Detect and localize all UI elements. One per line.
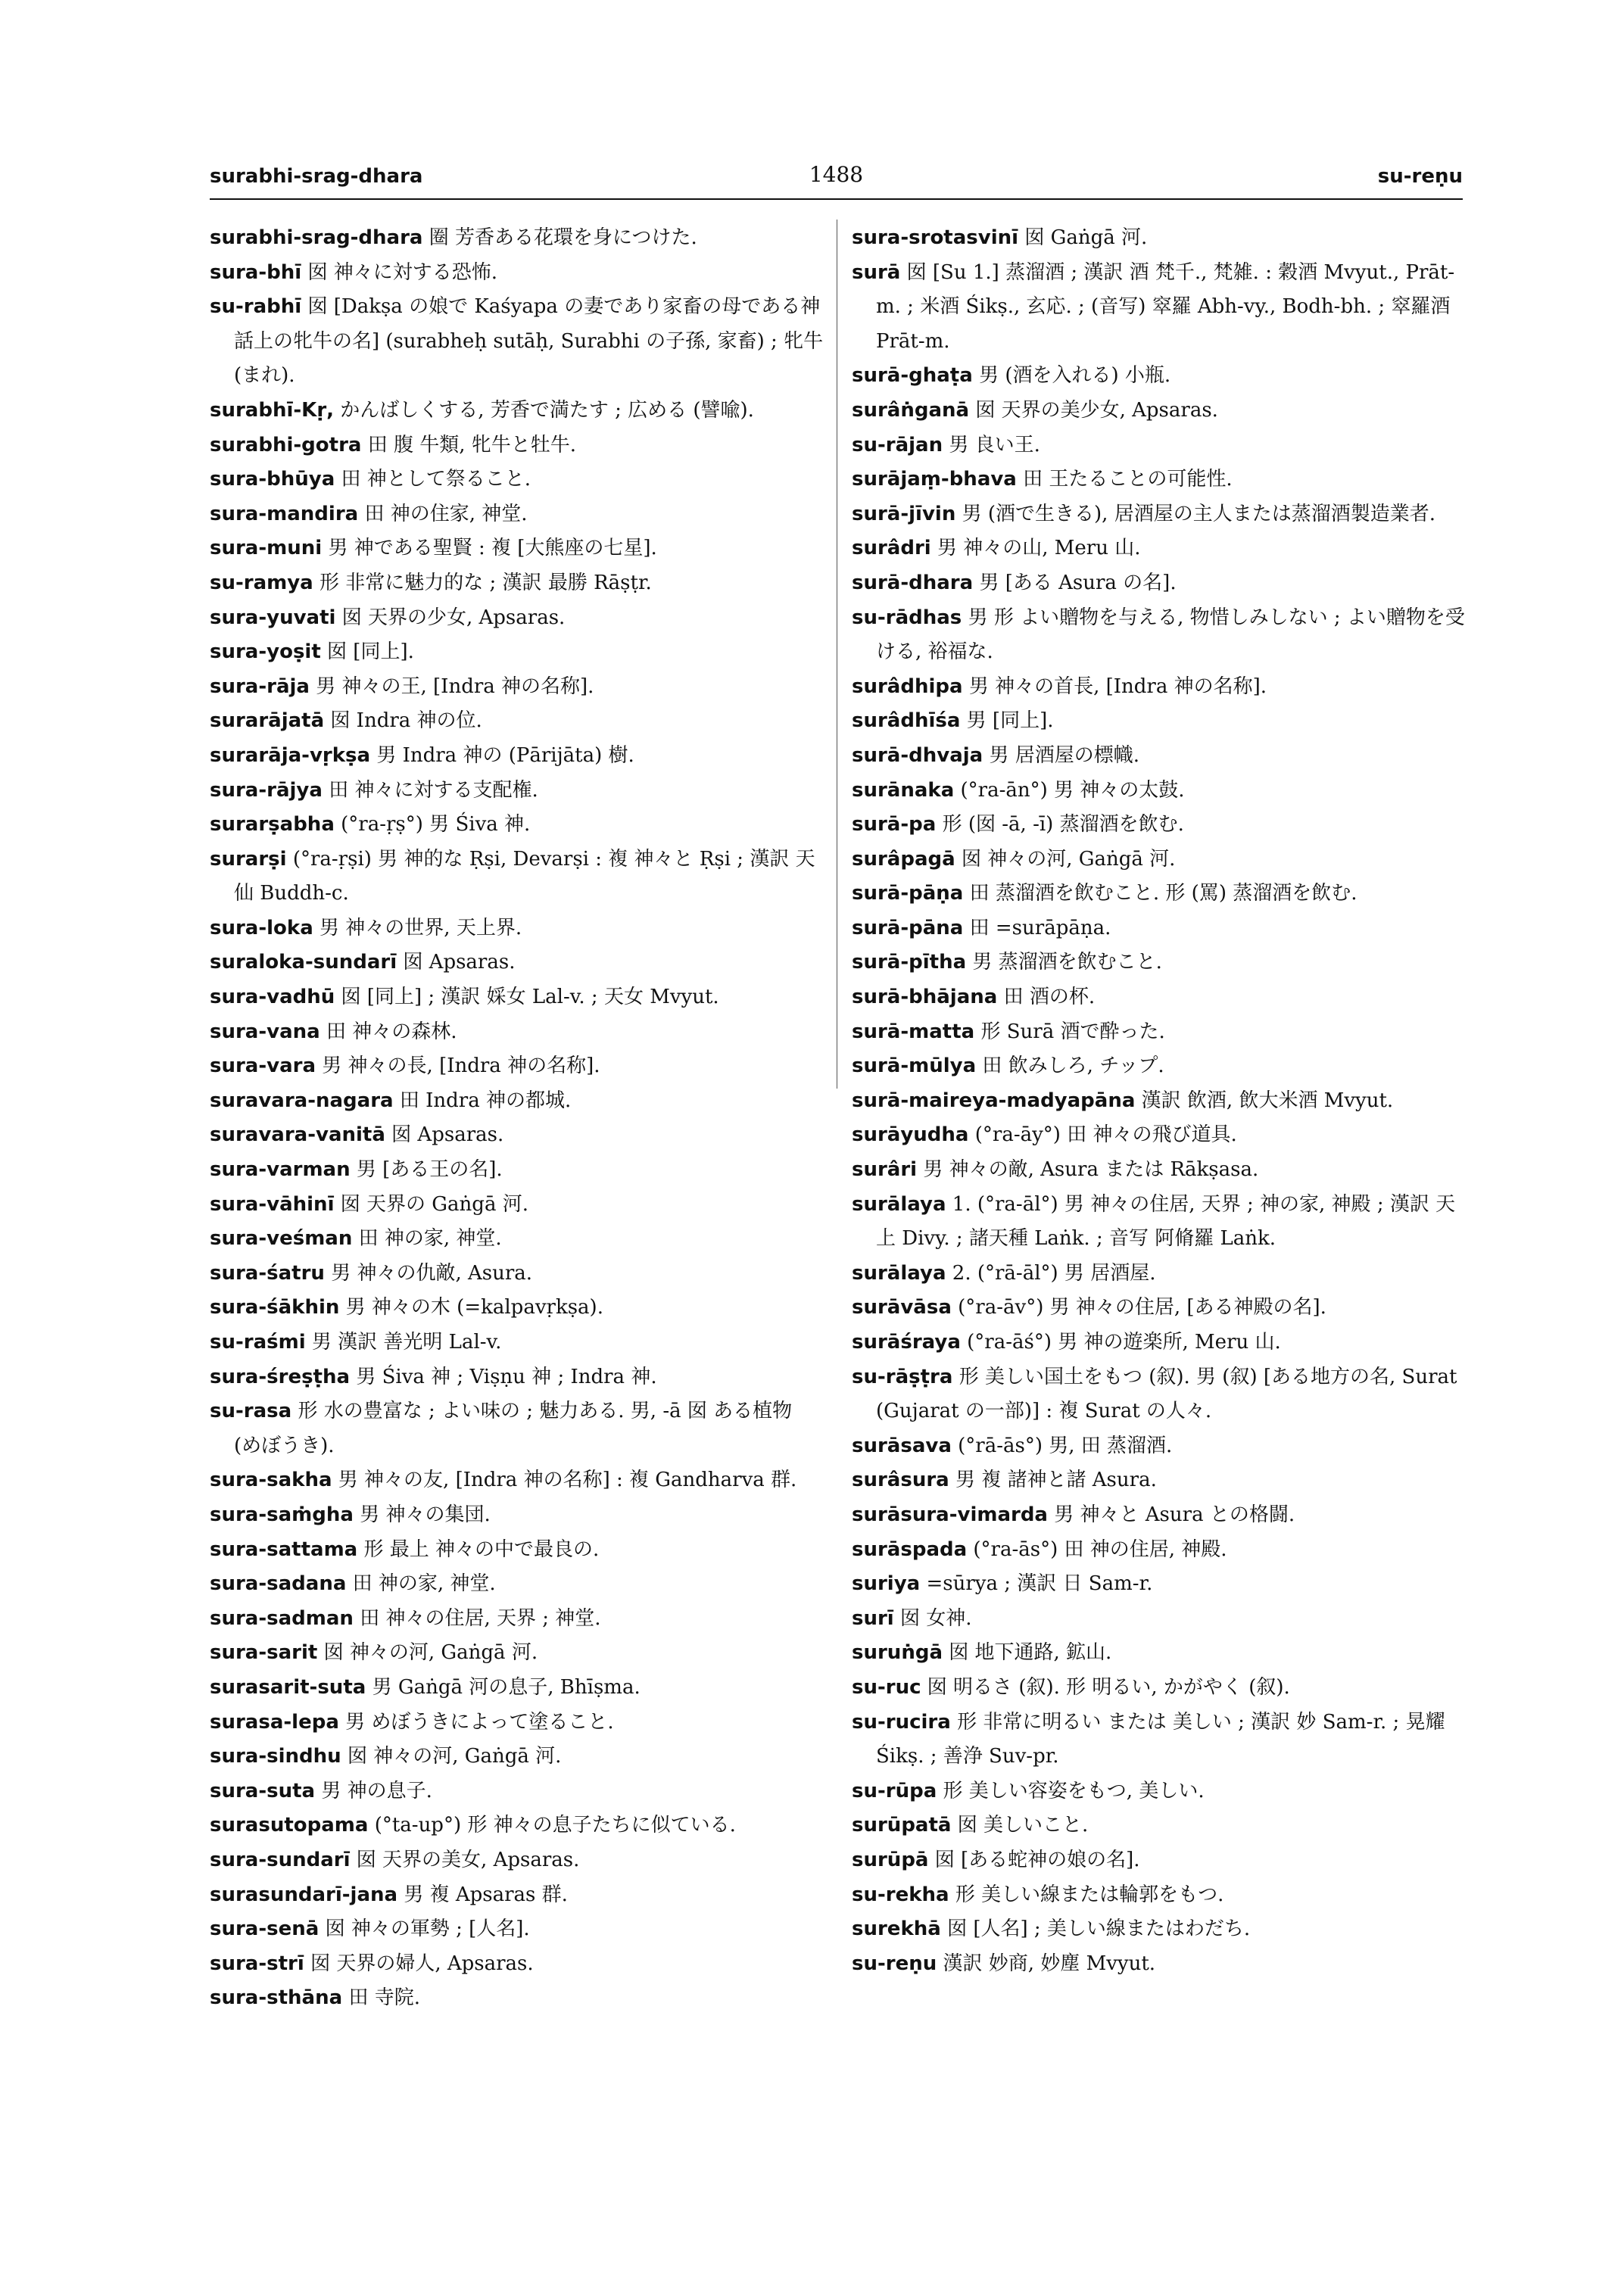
- entry-definition: 田 Indra 神の都城.: [399, 1089, 572, 1112]
- entry-headword: sura-bhī: [210, 260, 302, 284]
- entry-headword: sura-strī: [210, 1952, 304, 1975]
- entry-definition: 囡 天界の少女, Apsaras.: [341, 606, 566, 629]
- entry-headword: sura-sadana: [210, 1572, 347, 1596]
- dictionary-entry: [852, 1049, 1467, 1084]
- dictionary-entry: [210, 1533, 824, 1568]
- dictionary-entry: [852, 980, 1467, 1015]
- entry-headword: surâdhipa: [852, 675, 963, 698]
- dictionary-entry: [852, 394, 1467, 428]
- dictionary-entry: [852, 1498, 1467, 1533]
- dictionary-entry: [210, 1257, 824, 1291]
- entry-definition: (°ra-āv°) 男 神々の住居, [ある神殿の名].: [958, 1296, 1326, 1319]
- entry-definition: 男 神々の長, [Indra 神の名称].: [322, 1055, 600, 1078]
- right-column: [852, 221, 1467, 1981]
- entry-definition: 男 神々の集団.: [360, 1503, 491, 1526]
- dictionary-entry: [210, 256, 824, 291]
- entry-headword: surā-pītha: [852, 951, 967, 974]
- entry-definition: 漢訳 飲酒, 飲大米酒 Mvyut.: [1141, 1089, 1394, 1112]
- entry-headword: surarṣi: [210, 847, 287, 871]
- entry-definition: 囡 神々の河, Gaṅgā 河.: [323, 1641, 538, 1665]
- dictionary-entry: [210, 1084, 824, 1119]
- dictionary-entry: [852, 1257, 1467, 1291]
- entry-definition: (°rā-ās°) 男, 田 蒸溜酒.: [958, 1434, 1173, 1457]
- entry-definition: 田 神の家, 神堂.: [358, 1227, 502, 1251]
- dictionary-entry: [210, 463, 824, 497]
- entry-definition: (°ra-ās°) 田 神の住居, 神殿.: [973, 1537, 1227, 1561]
- entry-definition: 形 最上 神々の中で最良の.: [363, 1537, 600, 1561]
- entry-headword: surâdri: [852, 537, 931, 560]
- dictionary-entry: [210, 670, 824, 705]
- dictionary-entry: [852, 601, 1467, 670]
- entry-headword: su-rūpa: [852, 1779, 937, 1802]
- dictionary-entry: [210, 1947, 824, 1982]
- entry-definition: 田 酒の杯.: [1003, 986, 1096, 1009]
- dictionary-entry: [210, 843, 824, 911]
- entry-definition: 漢訳 妙商, 妙塵 Mvyut.: [943, 1952, 1156, 1975]
- entry-definition: (°ra-āy°) 田 神々の飛び道具.: [974, 1123, 1237, 1147]
- entry-headword: su-rasa: [210, 1400, 292, 1423]
- entry-definition: 男 神である聖賢 : 複 [大熊座の七星].: [328, 537, 657, 560]
- entry-definition: 囡 [同上] ; 漢訳 婇女 Lal-v. ; 天女 Mvyut.: [341, 986, 719, 1009]
- entry-definition: 男 形 よい贈物を与える, 物惜しみしない ; よい贈物を受ける, 裕福な.: [876, 606, 1465, 664]
- dictionary-entry: [852, 704, 1467, 739]
- entry-headword: sura-loka: [210, 916, 313, 939]
- dictionary-entry: [210, 1188, 824, 1223]
- entry-headword: surā-matta: [852, 1020, 975, 1043]
- entry-headword: surālaya: [852, 1261, 946, 1285]
- entry-headword: sura-mandira: [210, 502, 359, 525]
- entry-definition: 男 [ある王の名].: [356, 1158, 503, 1182]
- dictionary-entry: [852, 1843, 1467, 1878]
- dictionary-entry: [210, 1602, 824, 1637]
- dictionary-entry: [210, 497, 824, 532]
- dictionary-entry: [210, 946, 824, 980]
- entry-headword: su-rādhas: [852, 606, 962, 629]
- dictionary-entry: [210, 1636, 824, 1671]
- entry-headword: sura-yoṣit: [210, 640, 321, 664]
- entry-definition: 男 神々の首長, [Indra 神の名称].: [968, 675, 1267, 698]
- entry-definition: 男 (酒で生きる), 居酒屋の主人または蒸溜酒製造業者.: [962, 502, 1435, 525]
- entry-definition: 男 漢訳 善光明 Lal-v.: [311, 1331, 502, 1354]
- entry-headword: surājaṃ-bhava: [852, 468, 1017, 491]
- entry-headword: surā-bhājana: [852, 986, 998, 1009]
- entry-definition: 囡 Apsaras.: [391, 1123, 504, 1147]
- dictionary-entry: [210, 428, 824, 463]
- entry-definition: 形 美しい線または輪郭をもつ.: [955, 1883, 1224, 1906]
- dictionary-entry: [852, 808, 1467, 843]
- entry-definition: 男 神々の世界, 天上界.: [320, 916, 522, 939]
- entry-headword: suriya: [852, 1572, 921, 1596]
- entry-headword: sura-vadhū: [210, 986, 335, 1009]
- dictionary-entry: [210, 1291, 824, 1326]
- entry-definition: =sūrya ; 漢訳 日 Sam-r.: [926, 1572, 1153, 1596]
- entry-headword: surāsura-vimarda: [852, 1503, 1048, 1526]
- entry-headword: sura-vara: [210, 1055, 316, 1078]
- entry-headword: sura-veśman: [210, 1227, 353, 1251]
- dictionary-entry: [210, 566, 824, 601]
- entry-definition: 囡 Indra 神の位.: [330, 709, 482, 733]
- entry-headword: surāsava: [852, 1434, 952, 1457]
- dictionary-entry: [852, 1809, 1467, 1843]
- dictionary-entry: [210, 1498, 824, 1533]
- entry-headword: suravara-vanitā: [210, 1123, 385, 1147]
- dictionary-entry: [210, 1981, 824, 2016]
- entry-headword: surabhi-gotra: [210, 433, 362, 456]
- entry-definition: 囡 [人名] ; 美しい線またはわだち.: [947, 1918, 1251, 1941]
- entry-headword: sura-bhūya: [210, 468, 335, 491]
- entry-definition: 田 神々の住居, 天界 ; 神堂.: [360, 1606, 601, 1630]
- entry-headword: sura-muni: [210, 537, 323, 560]
- entry-definition: 男 [ある Asura の名].: [979, 571, 1177, 594]
- dictionary-entry: [210, 808, 824, 843]
- entry-definition: 形 水の豊富な ; よい味の ; 魅力ある. 男, -ā 囡 ある植物 (めぼうき).: [234, 1400, 793, 1457]
- entry-headword: surā-pāṇa: [852, 882, 964, 905]
- entry-headword: sura-śākhin: [210, 1296, 340, 1319]
- entry-headword: surī: [852, 1606, 894, 1630]
- entry-headword: su-rāṣṭra: [852, 1365, 953, 1388]
- entry-headword: surasarit-suta: [210, 1675, 366, 1699]
- entry-headword: sura-śatru: [210, 1261, 325, 1285]
- dictionary-entry: [852, 1118, 1467, 1153]
- entry-definition: 田 飲みしろ, チップ.: [982, 1055, 1164, 1078]
- entry-definition: 田 神として祭ること.: [341, 468, 531, 491]
- entry-headword: sura-vāhinī: [210, 1192, 335, 1216]
- dictionary-entry: [852, 221, 1467, 256]
- entry-headword: surā-maireya-madyapāna: [852, 1089, 1136, 1112]
- entry-definition: 囡 [Su 1.] 蒸溜酒 ; 漢訳 酒 梵千., 梵雑. : 穀酒 Mvyut., Prāt-m. ; 米酒 Śikṣ., 玄応. ; (音写) 窣羅 Abh-vy., Bodh-bh. ; 窣羅酒 Prāt-m.: [876, 260, 1455, 353]
- dictionary-entry: [210, 1843, 824, 1878]
- entry-headword: su-rucira: [852, 1710, 951, 1734]
- entry-definition: 囡 明るさ (叙). 形 明るい, かがやく (叙).: [927, 1675, 1290, 1699]
- dictionary-entry: [210, 1394, 824, 1463]
- entry-headword: surasundarī-jana: [210, 1883, 398, 1906]
- dictionary-entry: [852, 1706, 1467, 1774]
- entry-headword: surarājatā: [210, 709, 325, 733]
- entry-headword: sura-sindhu: [210, 1745, 341, 1768]
- dictionary-entry: [852, 1326, 1467, 1360]
- dictionary-entry: [210, 394, 824, 428]
- dictionary-entry: [210, 601, 824, 636]
- entry-headword: surâpagā: [852, 847, 955, 871]
- entry-headword: sura-sadman: [210, 1606, 354, 1630]
- entry-definition: (°ra-āś°) 男 神の遊楽所, Meru 山.: [967, 1331, 1281, 1354]
- dictionary-entry: [210, 1015, 824, 1050]
- entry-definition: 田 神の家, 神堂.: [352, 1572, 496, 1596]
- entry-headword: sura-senā: [210, 1918, 320, 1941]
- dictionary-entry: [852, 1636, 1467, 1671]
- left-column: [210, 221, 824, 2016]
- entry-headword: sura-sundarī: [210, 1848, 351, 1871]
- dictionary-entry: [852, 1602, 1467, 1637]
- entry-headword: sura-sthāna: [210, 1986, 343, 2010]
- entry-headword: surāyudha: [852, 1123, 969, 1147]
- running-head-right: su-reṇu: [1377, 165, 1463, 188]
- dictionary-entry: [210, 1740, 824, 1774]
- entry-headword: surāvāsa: [852, 1296, 952, 1319]
- entry-definition: 囡 天界の Gaṅgā 河.: [340, 1192, 528, 1216]
- dictionary-entry: [852, 359, 1467, 394]
- entry-definition: 男 神々と Asura との格闘.: [1054, 1503, 1295, 1526]
- dictionary-entry: [852, 1153, 1467, 1188]
- entry-headword: sura-sakha: [210, 1469, 332, 1492]
- entry-headword: sura-varman: [210, 1158, 351, 1182]
- entry-definition: 田 寺院.: [348, 1986, 420, 2010]
- dictionary-entry: [210, 1118, 824, 1153]
- entry-headword: surūpā: [852, 1848, 929, 1871]
- entry-headword: sura-rājya: [210, 778, 323, 802]
- entry-headword: su-reṇu: [852, 1952, 937, 1975]
- entry-definition: 囡 [Dakṣa の娘で Kaśyapa の妻であり家畜の母である神話上の牝牛の名] (surabheḥ sutāḥ, Surabhi の子孫, 家畜) ; 牝牛 (まれ).: [234, 295, 824, 388]
- entry-definition: 囡 美しいこと.: [957, 1814, 1089, 1837]
- entry-definition: 形 非常に明るい または 美しい ; 漢訳 妙 Sam-r. ; 晃耀 Śikṣ. ; 善浄 Suv-pr.: [876, 1710, 1445, 1768]
- dictionary-entry: [852, 463, 1467, 497]
- dictionary-entry: [210, 531, 824, 566]
- entry-headword: surā-dhara: [852, 571, 974, 594]
- entry-definition: 形 Surā 酒で酔った.: [980, 1020, 1165, 1043]
- dictionary-entry: [210, 1671, 824, 1706]
- entry-definition: 男 神々の山, Meru 山.: [937, 537, 1141, 560]
- entry-headword: sura-suta: [210, 1779, 316, 1802]
- dictionary-entry: [852, 1015, 1467, 1050]
- entry-definition: 圈 芳香ある花環を身につけた.: [429, 226, 697, 249]
- entry-headword: surālaya: [852, 1192, 946, 1216]
- entry-definition: 田 王たることの可能性.: [1023, 468, 1233, 491]
- entry-definition: 囡 Gaṅgā 河.: [1024, 226, 1148, 249]
- entry-definition: 男 [同上].: [966, 709, 1054, 733]
- entry-definition: 男 神の息子.: [321, 1779, 432, 1802]
- dictionary-entry: [852, 1774, 1467, 1809]
- entry-definition: 男 神々の友, [Indra 神の名称] : 複 Gandharva 群.: [338, 1469, 797, 1492]
- entry-definition: 男 (酒を入れる) 小瓶.: [979, 364, 1171, 388]
- entry-definition: 男 良い王.: [949, 433, 1040, 456]
- dictionary-entry: [210, 290, 824, 394]
- entry-definition: 田 神々の森林.: [326, 1020, 457, 1043]
- entry-definition: 男 神々の王, [Indra 神の名称].: [316, 675, 594, 698]
- entry-definition: (°ra-ṛṣi) 男 神的な Ṛṣi, Devarṣi : 複 神々と Ṛṣi ; 漢訳 天仙 Buddh-c.: [234, 847, 815, 905]
- entry-definition: 田 神々に対する支配権.: [329, 778, 538, 802]
- entry-definition: 囡 神々の河, Gaṅgā 河.: [347, 1745, 562, 1768]
- entry-headword: surā-dhvaja: [852, 743, 983, 767]
- entry-headword: surekhā: [852, 1918, 941, 1941]
- dictionary-entry: [210, 1774, 824, 1809]
- dictionary-entry: [852, 1878, 1467, 1913]
- dictionary-entry: [852, 1188, 1467, 1257]
- running-head-left: surabhi-srag-dhara: [210, 165, 423, 188]
- dictionary-entry: [210, 221, 824, 256]
- entry-headword: surasutopama: [210, 1814, 369, 1837]
- entry-headword: surā: [852, 260, 901, 284]
- dictionary-entry: [210, 1326, 824, 1360]
- dictionary-entry: [210, 911, 824, 946]
- dictionary-entry: [210, 774, 824, 808]
- dictionary-entry: [210, 1360, 824, 1395]
- entry-definition: 形 美しい国土をもつ (叙). 男 (叙) [ある地方の名, Surat (Gujarat の一部)] : 複 Surat の人々.: [876, 1365, 1457, 1423]
- dictionary-entry: [852, 1912, 1467, 1947]
- entry-headword: surasa-lepa: [210, 1710, 339, 1734]
- entry-headword: sura-śreṣṭha: [210, 1365, 351, 1388]
- entry-definition: 田 腹 牛類, 牝牛と牡牛.: [367, 433, 577, 456]
- entry-headword: surā-ghaṭa: [852, 364, 973, 388]
- dictionary-entry: [210, 739, 824, 774]
- dictionary-entry: [852, 531, 1467, 566]
- entry-headword: sura-sarit: [210, 1641, 318, 1665]
- entry-headword: surā-jīvin: [852, 502, 956, 525]
- dictionary-entry: [210, 1878, 824, 1913]
- entry-headword: sura-vana: [210, 1020, 320, 1043]
- entry-definition: 形 美しい容姿をもつ, 美しい.: [943, 1779, 1205, 1802]
- entry-definition: 男 蒸溜酒を飲むこと.: [972, 951, 1162, 974]
- entry-headword: su-rabhī: [210, 295, 302, 319]
- dictionary-entry: [852, 1567, 1467, 1602]
- entry-definition: (°ta-up°) 形 神々の息子たちに似ている.: [374, 1814, 736, 1837]
- entry-headword: surāspada: [852, 1537, 968, 1561]
- dictionary-entry: [852, 843, 1467, 877]
- page-header: [210, 162, 1463, 197]
- entry-definition: 男 居酒屋の標幟.: [989, 743, 1140, 767]
- dictionary-entry: [210, 1706, 824, 1740]
- dictionary-entry: [852, 877, 1467, 911]
- entry-definition: 囡 [同上].: [327, 640, 414, 664]
- entry-definition: 囡 神々に対する恐怖.: [307, 260, 497, 284]
- dictionary-entry: [852, 670, 1467, 705]
- entry-headword: surāśraya: [852, 1331, 961, 1354]
- dictionary-entry: [210, 1153, 824, 1188]
- entry-definition: 男 Śiva 神 ; Viṣṇu 神 ; Indra 神.: [356, 1365, 657, 1388]
- entry-definition: 形 非常に魅力的な ; 漢訳 最勝 Rāṣṭr.: [320, 571, 652, 594]
- dictionary-entry: [852, 1291, 1467, 1326]
- entry-definition: 囡 天界の美女, Apsaras.: [356, 1848, 580, 1871]
- entry-headword: su-ramya: [210, 571, 313, 594]
- entry-definition: 男 めぼうきによって塗ること.: [345, 1710, 614, 1734]
- entry-definition: 囡 女神.: [900, 1606, 972, 1630]
- entry-definition: 囡 天界の婦人, Apsaras.: [310, 1952, 534, 1975]
- dictionary-entry: [852, 1463, 1467, 1498]
- entry-definition: 形 (囡 -ā, -ī) 蒸溜酒を飲む.: [942, 813, 1184, 837]
- entry-headword: surabhī-Kṛ,: [210, 398, 335, 422]
- dictionary-entry: [852, 1533, 1467, 1568]
- dictionary-entry: [210, 1222, 824, 1257]
- entry-definition: 囡 天界の美少女, Apsaras.: [975, 398, 1218, 422]
- entry-headword: su-rekha: [852, 1883, 949, 1906]
- entry-headword: suruṅgā: [852, 1641, 943, 1665]
- entry-definition: (°ra-ṛṣ°) 男 Śiva 神.: [341, 813, 531, 837]
- entry-headword: suraloka-sundarī: [210, 951, 397, 974]
- entry-definition: 田 =surāpāṇa.: [969, 916, 1111, 939]
- entry-headword: su-rājan: [852, 433, 943, 456]
- entry-definition: かんばしくする, 芳香で満たす ; 広める (譬喩).: [340, 398, 754, 422]
- dictionary-entry: [210, 1463, 824, 1498]
- page-number: 1488: [809, 162, 864, 187]
- dictionary-entry: [852, 566, 1467, 601]
- dictionary-entry: [210, 1912, 824, 1947]
- dictionary-entry: [852, 428, 1467, 463]
- entry-definition: 1. (°ra-āl°) 男 神々の住居, 天界 ; 神の家, 神殿 ; 漢訳 天上 Divy. ; 諸天種 Laṅk. ; 音写 阿脩羅 Laṅk.: [876, 1192, 1456, 1251]
- entry-headword: sura-saṁgha: [210, 1503, 354, 1526]
- dictionary-entry: [852, 946, 1467, 980]
- dictionary-entry: [210, 635, 824, 670]
- dictionary-entry: [210, 704, 824, 739]
- entry-headword: surâsura: [852, 1469, 949, 1492]
- entry-headword: suravara-nagara: [210, 1089, 394, 1112]
- entry-headword: sura-sattama: [210, 1537, 358, 1561]
- dictionary-entry: [852, 1671, 1467, 1706]
- entry-headword: surâdhīśa: [852, 709, 961, 733]
- entry-headword: surūpatā: [852, 1814, 952, 1837]
- dictionary-entry: [210, 980, 824, 1015]
- dictionary-entry: [852, 1360, 1467, 1429]
- entry-definition: 囡 Apsaras.: [403, 951, 516, 974]
- entry-definition: 男 複 諸神と諸 Asura.: [955, 1469, 1157, 1492]
- entry-headword: sura-yuvati: [210, 606, 336, 629]
- entry-definition: 田 蒸溜酒を飲むこと. 形 (罵) 蒸溜酒を飲む.: [969, 882, 1357, 905]
- entry-headword: surā-pa: [852, 813, 937, 837]
- entry-headword: su-raśmi: [210, 1331, 306, 1354]
- entry-headword: surâri: [852, 1158, 918, 1182]
- entry-headword: surānaka: [852, 778, 955, 802]
- dictionary-entry: [852, 774, 1467, 808]
- entry-definition: 男 Indra 神の (Pārijāta) 樹.: [376, 743, 634, 767]
- dictionary-entry: [210, 1809, 824, 1843]
- dictionary-entry: [852, 1429, 1467, 1464]
- entry-definition: 2. (°rā-āl°) 男 居酒屋.: [952, 1261, 1156, 1285]
- entry-definition: 男 神々の敵, Asura または Rākṣasa.: [923, 1158, 1259, 1182]
- entry-definition: 囡 [ある蛇神の娘の名].: [934, 1848, 1140, 1871]
- entry-headword: surā-mūlya: [852, 1055, 977, 1078]
- entry-definition: 囡 地下通路, 鉱山.: [949, 1641, 1112, 1665]
- entry-definition: 囡 神々の軍勢 ; [人名].: [325, 1918, 530, 1941]
- entry-headword: su-ruc: [852, 1675, 921, 1699]
- entry-headword: surarṣabha: [210, 813, 335, 837]
- entry-definition: 田 神の住家, 神堂.: [364, 502, 528, 525]
- entry-definition: 男 Gaṅgā 河の息子, Bhīṣma.: [372, 1675, 641, 1699]
- entry-definition: 男 複 Apsaras 群.: [404, 1883, 568, 1906]
- entry-headword: surarāja-vṛkṣa: [210, 743, 371, 767]
- dictionary-entry: [852, 497, 1467, 532]
- dictionary-entry: [852, 739, 1467, 774]
- dictionary-entry: [210, 1049, 824, 1084]
- entry-definition: 男 神々の仇敵, Asura.: [331, 1261, 533, 1285]
- dictionary-entry: [852, 911, 1467, 946]
- dictionary-entry: [852, 1084, 1467, 1119]
- entry-definition: 男 神々の木 (=kalpavṛkṣa).: [345, 1296, 603, 1319]
- dictionary-entry: [210, 1567, 824, 1602]
- dictionary-entry: [852, 256, 1467, 360]
- entry-definition: 囡 神々の河, Gaṅgā 河.: [961, 847, 1176, 871]
- dictionary-entry: [852, 1947, 1467, 1982]
- entry-headword: surabhi-srag-dhara: [210, 226, 423, 249]
- entry-headword: surā-pāna: [852, 916, 964, 939]
- entry-definition: (°ra-ān°) 男 神々の太鼓.: [960, 778, 1185, 802]
- header-rule: [210, 198, 1463, 200]
- entry-headword: sura-rāja: [210, 675, 310, 698]
- entry-headword: surâṅganā: [852, 398, 970, 422]
- entry-headword: sura-srotasvinī: [852, 226, 1019, 249]
